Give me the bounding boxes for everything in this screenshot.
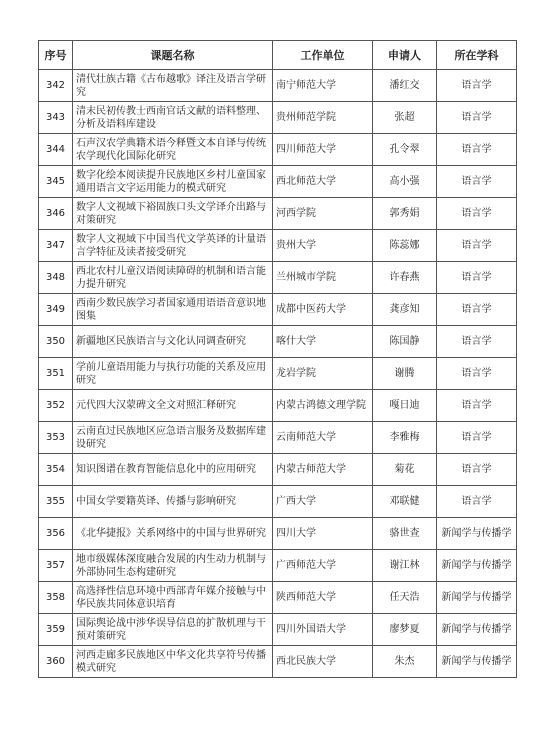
project-title: 数字人文视域下中国当代文学英译的计量语言学特征及读者接受研究 bbox=[73, 230, 273, 262]
row-number: 352 bbox=[39, 390, 73, 422]
work-unit: 四川师范大学 bbox=[273, 134, 373, 166]
table-row bbox=[39, 166, 517, 198]
project-title: 《北华捷报》关系网络中的中国与世界研究 bbox=[73, 518, 273, 550]
row-number: 355 bbox=[39, 486, 73, 518]
applicant-name: 谢江林 bbox=[373, 550, 437, 582]
discipline: 语言学 bbox=[437, 262, 517, 294]
project-title: 知识图谱在教育智能信息化中的应用研究 bbox=[73, 454, 273, 486]
header-discipline: 所在学科 bbox=[437, 41, 517, 70]
row-number: 350 bbox=[39, 326, 73, 358]
project-title: 西北农村儿童汉语阅读障碍的机制和语言能力提升研究 bbox=[73, 262, 273, 294]
row-number: 354 bbox=[39, 454, 73, 486]
table-row bbox=[39, 230, 517, 262]
row-number: 342 bbox=[39, 70, 73, 102]
applicant-name: 龚彦知 bbox=[373, 294, 437, 326]
table-row bbox=[39, 102, 517, 134]
work-unit: 河西学院 bbox=[273, 198, 373, 230]
row-number: 357 bbox=[39, 550, 73, 582]
discipline: 语言学 bbox=[437, 70, 517, 102]
applicant-name: 郭秀娟 bbox=[373, 198, 437, 230]
project-title: 高选择性信息环境中西部青年媒介接触与中华民族共同体意识培育 bbox=[73, 582, 273, 614]
project-title: 新疆地区民族语言与文化认同调查研究 bbox=[73, 326, 273, 358]
row-number: 347 bbox=[39, 230, 73, 262]
table-row bbox=[39, 582, 517, 614]
table-row bbox=[39, 262, 517, 294]
row-number: 360 bbox=[39, 646, 73, 678]
discipline: 语言学 bbox=[437, 166, 517, 198]
row-number: 344 bbox=[39, 134, 73, 166]
applicant-name: 陈国静 bbox=[373, 326, 437, 358]
table-row bbox=[39, 294, 517, 326]
table-row bbox=[39, 550, 517, 582]
work-unit: 内蒙古鸿德文理学院 bbox=[273, 390, 373, 422]
project-title: 河西走廊多民族地区中华文化共享符号传播模式研究 bbox=[73, 646, 273, 678]
project-title: 学前儿童语用能力与执行功能的关系及应用研究 bbox=[73, 358, 273, 390]
applicant-name: 任天浩 bbox=[373, 582, 437, 614]
work-unit: 西北师范大学 bbox=[273, 166, 373, 198]
work-unit: 贵州大学 bbox=[273, 230, 373, 262]
project-title: 地市级媒体深度融合发展的内生动力机制与外部协同生态构建研究 bbox=[73, 550, 273, 582]
project-title: 云南直过民族地区应急语言服务及数据库建设研究 bbox=[73, 422, 273, 454]
work-unit: 广西师范大学 bbox=[273, 550, 373, 582]
header-unit: 工作单位 bbox=[273, 41, 373, 70]
applicant-name: 许春燕 bbox=[373, 262, 437, 294]
work-unit: 兰州城市学院 bbox=[273, 262, 373, 294]
discipline: 语言学 bbox=[437, 390, 517, 422]
project-title: 数字化绘本阅读提升民族地区乡村儿童国家通用语言文字运用能力的模式研究 bbox=[73, 166, 273, 198]
table-body bbox=[39, 70, 517, 678]
table-row bbox=[39, 422, 517, 454]
project-title: 元代四大汉蒙碑文全文对照汇释研究 bbox=[73, 390, 273, 422]
project-title: 数字人文视域下裕固族口头文学译介出路与对策研究 bbox=[73, 198, 273, 230]
applicant-name: 谢腾 bbox=[373, 358, 437, 390]
work-unit: 喀什大学 bbox=[273, 326, 373, 358]
table-row bbox=[39, 518, 517, 550]
discipline: 语言学 bbox=[437, 230, 517, 262]
discipline: 语言学 bbox=[437, 326, 517, 358]
applicant-name: 高小强 bbox=[373, 166, 437, 198]
discipline: 语言学 bbox=[437, 294, 517, 326]
table-row bbox=[39, 454, 517, 486]
project-title: 西南少数民族学习者国家通用语语音意识地图集 bbox=[73, 294, 273, 326]
header-row bbox=[39, 41, 517, 70]
discipline: 新闻学与传播学 bbox=[437, 550, 517, 582]
work-unit: 广西大学 bbox=[273, 486, 373, 518]
discipline: 新闻学与传播学 bbox=[437, 518, 517, 550]
table-row bbox=[39, 486, 517, 518]
discipline: 语言学 bbox=[437, 198, 517, 230]
row-number: 353 bbox=[39, 422, 73, 454]
project-title: 石声汉农学典籍术语今释暨文本自译与传统农学现代化国际化研究 bbox=[73, 134, 273, 166]
table-row bbox=[39, 646, 517, 678]
work-unit: 龙岩学院 bbox=[273, 358, 373, 390]
discipline: 新闻学与传播学 bbox=[437, 582, 517, 614]
row-number: 345 bbox=[39, 166, 73, 198]
applicant-name: 陈蕊娜 bbox=[373, 230, 437, 262]
discipline: 语言学 bbox=[437, 486, 517, 518]
work-unit: 四川外国语大学 bbox=[273, 614, 373, 646]
project-title: 清末民初传教士西南官话文献的语料整理、分析及语料库建设 bbox=[73, 102, 273, 134]
work-unit: 四川大学 bbox=[273, 518, 373, 550]
work-unit: 南宁师范大学 bbox=[273, 70, 373, 102]
applicant-name: 嘎日迪 bbox=[373, 390, 437, 422]
row-number: 346 bbox=[39, 198, 73, 230]
applicant-name: 孔令翠 bbox=[373, 134, 437, 166]
applicant-name: 邓联健 bbox=[373, 486, 437, 518]
work-unit: 内蒙古师范大学 bbox=[273, 454, 373, 486]
discipline: 语言学 bbox=[437, 358, 517, 390]
row-number: 351 bbox=[39, 358, 73, 390]
table-row bbox=[39, 134, 517, 166]
discipline: 新闻学与传播学 bbox=[437, 646, 517, 678]
row-number: 356 bbox=[39, 518, 73, 550]
discipline: 语言学 bbox=[437, 422, 517, 454]
row-number: 349 bbox=[39, 294, 73, 326]
project-title: 中国女学要籍英译、传播与影响研究 bbox=[73, 486, 273, 518]
table-row bbox=[39, 70, 517, 102]
applicant-name: 菊花 bbox=[373, 454, 437, 486]
row-number: 358 bbox=[39, 582, 73, 614]
work-unit: 陕西师范大学 bbox=[273, 582, 373, 614]
table-row bbox=[39, 358, 517, 390]
work-unit: 西北民族大学 bbox=[273, 646, 373, 678]
applicant-name: 朱杰 bbox=[373, 646, 437, 678]
header-number: 序号 bbox=[39, 41, 73, 70]
applicant-name: 李雅梅 bbox=[373, 422, 437, 454]
table-row bbox=[39, 198, 517, 230]
work-unit: 成都中医药大学 bbox=[273, 294, 373, 326]
applicant-name: 张超 bbox=[373, 102, 437, 134]
applicant-name: 潘红交 bbox=[373, 70, 437, 102]
row-number: 348 bbox=[39, 262, 73, 294]
table-row bbox=[39, 390, 517, 422]
row-number: 359 bbox=[39, 614, 73, 646]
discipline: 语言学 bbox=[437, 102, 517, 134]
project-title: 清代壮族古籍《古布越歌》译注及语言学研究 bbox=[73, 70, 273, 102]
discipline: 语言学 bbox=[437, 454, 517, 486]
table-row bbox=[39, 614, 517, 646]
table-row bbox=[39, 326, 517, 358]
header-title: 课题名称 bbox=[73, 41, 273, 70]
work-unit: 云南师范大学 bbox=[273, 422, 373, 454]
applicant-name: 廖梦夏 bbox=[373, 614, 437, 646]
discipline: 语言学 bbox=[437, 134, 517, 166]
row-number: 343 bbox=[39, 102, 73, 134]
applicant-name: 骆世查 bbox=[373, 518, 437, 550]
project-title: 国际舆论战中涉华误导信息的扩散机理与干预对策研究 bbox=[73, 614, 273, 646]
work-unit: 贵州师范学院 bbox=[273, 102, 373, 134]
header-applicant: 申请人 bbox=[373, 41, 437, 70]
discipline: 新闻学与传播学 bbox=[437, 614, 517, 646]
project-table bbox=[38, 40, 517, 678]
